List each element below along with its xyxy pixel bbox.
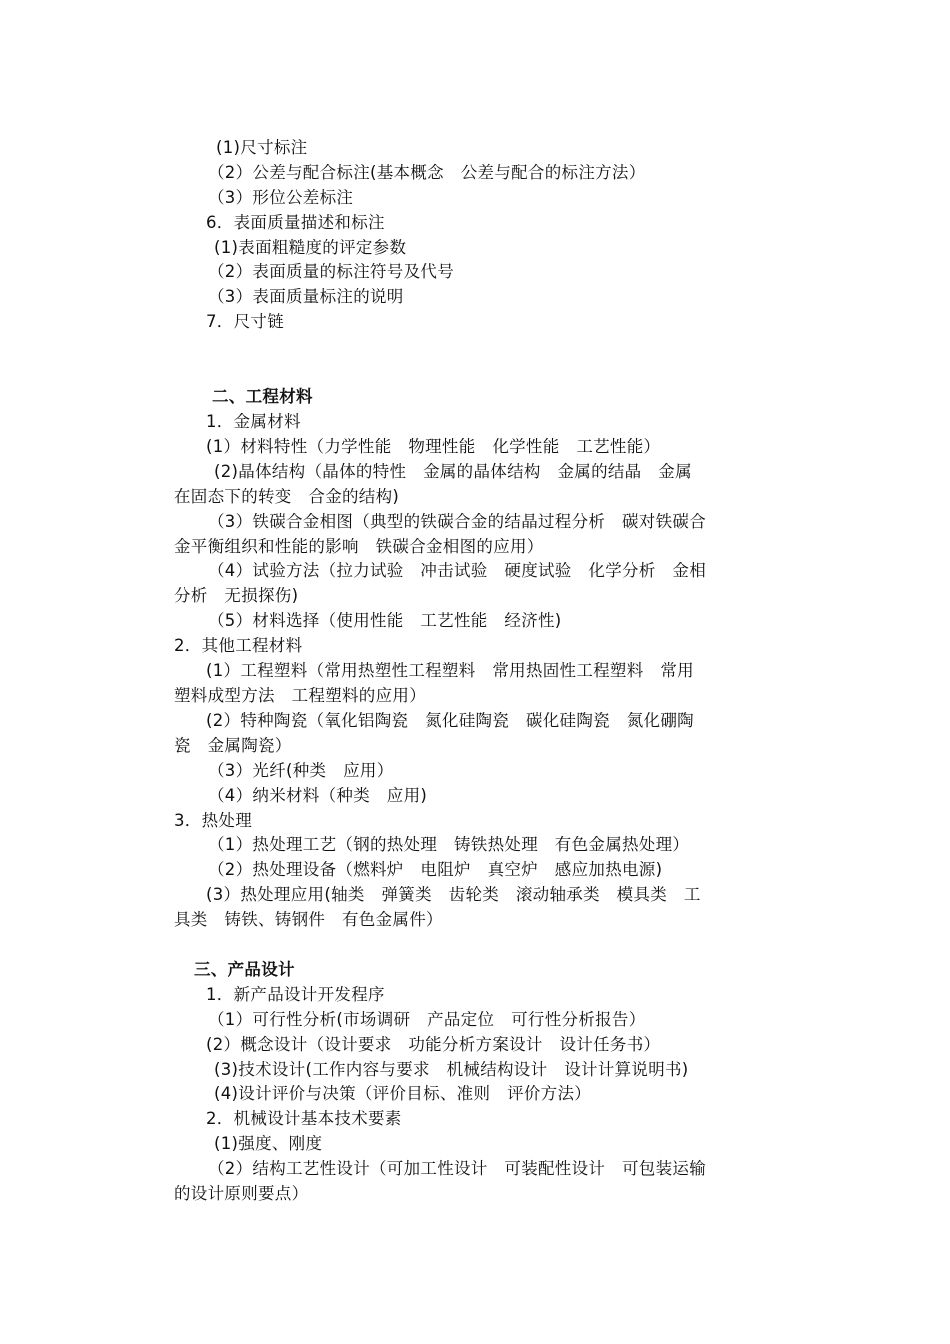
text-line: 金平衡组织和性能的影响 铁碳合金相图的应用） <box>174 537 544 556</box>
text-line: (4)设计评价与决策（评价目标、准则 评价方法） <box>214 1084 592 1103</box>
text-line: （2）公差与配合标注(基本概念 公差与配合的标注方法） <box>208 163 646 182</box>
text-line: (1)强度、刚度 <box>214 1134 323 1153</box>
text-line: 在固态下的转变 合金的结构) <box>174 487 400 506</box>
text-line: (1）材料特性（力学性能 物理性能 化学性能 工艺性能） <box>206 437 661 456</box>
text-line: （4）试验方法（拉力试验 冲击试验 硬度试验 化学分析 金相 <box>208 561 706 580</box>
text-line: (1）工程塑料（常用热塑性工程塑料 常用热固性工程塑料 常用 <box>206 661 694 680</box>
text-line: （3）表面质量标注的说明 <box>208 287 404 306</box>
text-line: （1）热处理工艺（钢的热处理 铸铁热处理 有色金属热处理） <box>208 835 690 854</box>
text-line: （4）纳米材料（种类 应用) <box>208 786 428 805</box>
text-line: （5）材料选择（使用性能 工艺性能 经济性) <box>208 611 562 630</box>
section-heading: 2．其他工程材料 <box>174 636 303 655</box>
text-line: （3）光纤(种类 应用） <box>208 761 394 780</box>
section-heading: 7．尺寸链 <box>206 312 284 331</box>
chapter-heading: 三、产品设计 <box>194 960 295 979</box>
text-line: 的设计原则要点） <box>174 1184 309 1203</box>
chapter-heading: 二、工程材料 <box>212 387 313 406</box>
text-line: （3）铁碳合金相图（典型的铁碳合金的结晶过程分析 碳对铁碳合 <box>208 512 706 531</box>
text-line: (1)尺寸标注 <box>216 138 308 157</box>
section-heading: 1．新产品设计开发程序 <box>206 985 385 1004</box>
text-line: （2）热处理设备（燃料炉 电阻炉 真空炉 感应加热电源) <box>208 860 663 879</box>
text-line: （2）表面质量的标注符号及代号 <box>208 262 454 281</box>
section-heading: 1．金属材料 <box>206 412 301 431</box>
text-line: (2）特种陶瓷（氧化铝陶瓷 氮化硅陶瓷 碳化硅陶瓷 氮化硼陶 <box>206 711 694 730</box>
text-line: 分析 无损探伤) <box>174 586 299 605</box>
section-heading: 2．机械设计基本技术要素 <box>206 1109 402 1128</box>
section-heading: 6．表面质量描述和标注 <box>206 213 385 232</box>
text-line: 瓷 金属陶瓷） <box>174 736 292 755</box>
text-line: (1)表面粗糙度的评定参数 <box>214 238 407 257</box>
text-line: （3）形位公差标注 <box>208 188 354 207</box>
section-heading: 3．热处理 <box>174 811 252 830</box>
text-line: 塑料成型方法 工程塑料的应用） <box>174 686 426 705</box>
text-line: (3)技术设计(工作内容与要求 机械结构设计 设计计算说明书) <box>214 1060 689 1079</box>
text-line: (3）热处理应用(轴类 弹簧类 齿轮类 滚动轴承类 模具类 工 <box>206 885 701 904</box>
text-line: （2）结构工艺性设计（可加工性设计 可装配性设计 可包装运输 <box>208 1159 706 1178</box>
text-line: 具类 铸铁、铸钢件 有色金属件） <box>174 910 443 929</box>
text-line: (2)晶体结构（晶体的特性 金属的晶体结构 金属的结晶 金属 <box>214 462 692 481</box>
text-line: (2）概念设计（设计要求 功能分析方案设计 设计任务书） <box>206 1035 661 1054</box>
text-line: （1）可行性分析(市场调研 产品定位 可行性分析报告） <box>208 1010 646 1029</box>
